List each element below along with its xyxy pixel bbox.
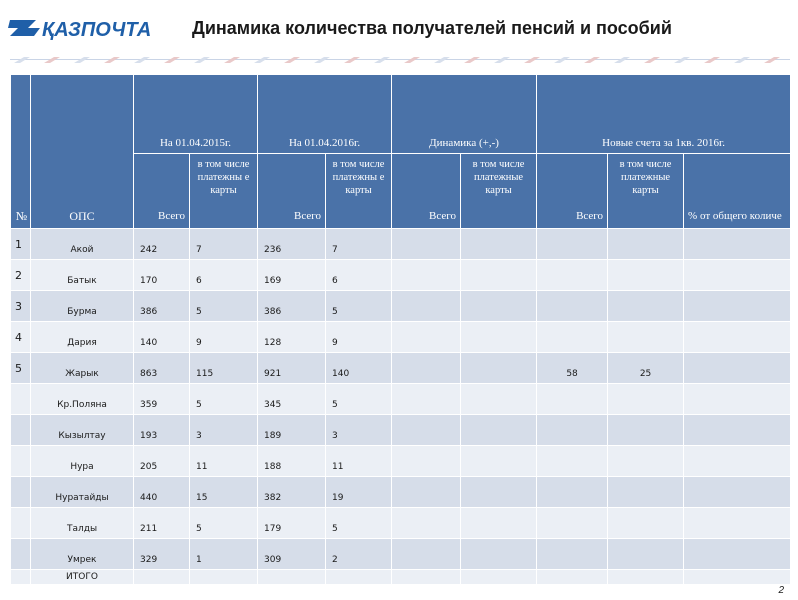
cell-cards-new: [608, 291, 684, 322]
cell-total-2015: 211: [134, 508, 190, 539]
cell-cards-dynamics: [461, 446, 537, 477]
table-row: [11, 415, 791, 446]
cell-cards-dynamics: [461, 415, 537, 446]
cell-cards-2016: 6: [326, 260, 392, 291]
logo-text: ҚАЗПОЧТА: [42, 19, 152, 41]
cell-cards-2016: 5: [326, 291, 392, 322]
cell-ops: Жарык: [31, 353, 134, 384]
envelope-stripe: [10, 54, 790, 66]
cell-cards-2016: 19: [326, 477, 392, 508]
subheader-total-2016: Всего: [258, 154, 326, 229]
page-number: 2: [778, 585, 784, 596]
table-row: [11, 229, 791, 260]
cell-total-new: [537, 260, 608, 291]
cell-total-dynamics: [392, 353, 461, 384]
subheader-cards-2016: в том числе платежны е карты: [326, 154, 392, 229]
cell-ops: Талды: [31, 508, 134, 539]
cell-total-new: [537, 291, 608, 322]
cell-total-dynamics: [392, 570, 461, 585]
subheader-total-dynamics: Всего: [392, 154, 461, 229]
cell-cards-2015: 9: [190, 322, 258, 353]
cell-total-dynamics: [392, 477, 461, 508]
cell-total-2016: 345: [258, 384, 326, 415]
cell-total-2015: 386: [134, 291, 190, 322]
table-row: [11, 539, 791, 570]
cell-total-dynamics: [392, 446, 461, 477]
cell-percent-new: [684, 415, 790, 446]
cell-cards-new: [608, 446, 684, 477]
cell-cards-2015: [190, 570, 258, 585]
cell-cards-new: 25: [608, 353, 684, 384]
cell-percent-new: [684, 539, 790, 570]
col-header-2015: На 01.04.2015г.: [134, 75, 258, 154]
cell-number: 5: [11, 353, 31, 384]
subheader-cards-2015: в том числе платежны е карты: [190, 154, 258, 229]
cell-total-new: 58: [537, 353, 608, 384]
cell-total-2015: 329: [134, 539, 190, 570]
cell-ops: ИТОГО: [31, 570, 134, 585]
cell-cards-new: [608, 539, 684, 570]
cell-total-2016: 386: [258, 291, 326, 322]
cell-cards-2015: 115: [190, 353, 258, 384]
cell-ops: Дария: [31, 322, 134, 353]
cell-cards-2015: 6: [190, 260, 258, 291]
cell-total-new: [537, 539, 608, 570]
cell-total-dynamics: [392, 384, 461, 415]
cell-total-dynamics: [392, 322, 461, 353]
cell-cards-2015: 1: [190, 539, 258, 570]
cell-ops: Акой: [31, 229, 134, 260]
cell-cards-2016: 5: [326, 384, 392, 415]
cell-ops: Бурма: [31, 291, 134, 322]
cell-cards-dynamics: [461, 384, 537, 415]
cell-total-new: [537, 384, 608, 415]
cell-total-2015: [134, 570, 190, 585]
cell-number: [11, 477, 31, 508]
cell-percent-new: [684, 570, 790, 585]
cell-total-dynamics: [392, 415, 461, 446]
cell-ops: Батык: [31, 260, 134, 291]
cell-cards-2015: 7: [190, 229, 258, 260]
cell-ops: Нуратайды: [31, 477, 134, 508]
cell-ops: Нура: [31, 446, 134, 477]
cell-cards-2016: 9: [326, 322, 392, 353]
cell-cards-dynamics: [461, 570, 537, 585]
cell-cards-new: [608, 322, 684, 353]
cell-cards-new: [608, 508, 684, 539]
cell-total-2016: 188: [258, 446, 326, 477]
cell-total-dynamics: [392, 260, 461, 291]
data-table-wrapper: [10, 74, 790, 584]
cell-total-2016: [258, 570, 326, 585]
cell-total-2016: 179: [258, 508, 326, 539]
cell-percent-new: [684, 477, 790, 508]
kazpost-logo: [6, 8, 186, 48]
cell-cards-2016: 11: [326, 446, 392, 477]
cell-total-2016: 128: [258, 322, 326, 353]
cell-total-dynamics: [392, 508, 461, 539]
col-header-2016: На 01.04.2016г.: [258, 75, 392, 154]
cell-number: [11, 508, 31, 539]
cell-total-2015: 140: [134, 322, 190, 353]
cell-total-2015: 359: [134, 384, 190, 415]
cell-cards-2015: 5: [190, 291, 258, 322]
cell-total-2016: 189: [258, 415, 326, 446]
cell-percent-new: [684, 291, 790, 322]
cell-percent-new: [684, 446, 790, 477]
subheader-total-2015: Всего: [134, 154, 190, 229]
cell-cards-dynamics: [461, 508, 537, 539]
table-row: [11, 570, 791, 585]
cell-cards-2016: 140: [326, 353, 392, 384]
cell-ops: Умрек: [31, 539, 134, 570]
cell-total-2015: 863: [134, 353, 190, 384]
cell-cards-2016: 2: [326, 539, 392, 570]
cell-cards-2015: 11: [190, 446, 258, 477]
col-header-number: №: [11, 75, 31, 229]
cell-cards-2016: 3: [326, 415, 392, 446]
cell-ops: Кр.Поляна: [31, 384, 134, 415]
table-row: [11, 477, 791, 508]
cell-total-2015: 205: [134, 446, 190, 477]
cell-cards-dynamics: [461, 477, 537, 508]
cell-number: [11, 446, 31, 477]
cell-total-dynamics: [392, 539, 461, 570]
cell-total-2015: 193: [134, 415, 190, 446]
cell-number: [11, 570, 31, 585]
cell-cards-dynamics: [461, 539, 537, 570]
cell-number: [11, 539, 31, 570]
cell-number: [11, 415, 31, 446]
cell-percent-new: [684, 508, 790, 539]
subheader-cards-dynamics: в том числе платежные карты: [461, 154, 537, 229]
cell-total-dynamics: [392, 229, 461, 260]
table-row: [11, 384, 791, 415]
cell-cards-2016: 5: [326, 508, 392, 539]
table-row: [11, 291, 791, 322]
cell-cards-2015: 3: [190, 415, 258, 446]
cell-number: [11, 384, 31, 415]
cell-cards-new: [608, 415, 684, 446]
cell-cards-dynamics: [461, 291, 537, 322]
cell-cards-dynamics: [461, 322, 537, 353]
cell-cards-new: [608, 384, 684, 415]
page-title: Динамика количества получателей пенсий и пособий: [192, 18, 672, 38]
cell-cards-new: [608, 229, 684, 260]
cell-total-2016: 309: [258, 539, 326, 570]
cell-total-2016: 921: [258, 353, 326, 384]
cell-cards-2015: 5: [190, 384, 258, 415]
subheader-percent-new: % от общего количе: [684, 154, 790, 229]
kazpost-logo-mark: [6, 8, 186, 48]
table-row: [11, 322, 791, 353]
subheader-total-new: Всего: [537, 154, 608, 229]
subheader-cards-new: в том числе платежные карты: [608, 154, 684, 229]
cell-cards-new: [608, 477, 684, 508]
cell-cards-dynamics: [461, 229, 537, 260]
cell-cards-dynamics: [461, 353, 537, 384]
cell-total-new: [537, 415, 608, 446]
cell-total-new: [537, 446, 608, 477]
table-row: [11, 353, 791, 384]
col-header-ops: ОПС: [31, 75, 134, 229]
cell-total-dynamics: [392, 291, 461, 322]
cell-total-2015: 170: [134, 260, 190, 291]
table-row: [11, 260, 791, 291]
table-row: [11, 508, 791, 539]
cell-cards-new: [608, 260, 684, 291]
cell-number: 2: [11, 260, 31, 291]
cell-total-2015: 440: [134, 477, 190, 508]
recipients-table: [10, 74, 790, 584]
cell-total-new: [537, 477, 608, 508]
cell-percent-new: [684, 384, 790, 415]
cell-percent-new: [684, 322, 790, 353]
cell-total-2016: 236: [258, 229, 326, 260]
table-row: [11, 446, 791, 477]
cell-cards-2016: [326, 570, 392, 585]
cell-cards-2016: 7: [326, 229, 392, 260]
col-header-dynamics: Динамика (+,-): [392, 75, 537, 154]
cell-ops: Кызылтау: [31, 415, 134, 446]
cell-cards-2015: 15: [190, 477, 258, 508]
cell-total-2016: 169: [258, 260, 326, 291]
cell-cards-dynamics: [461, 260, 537, 291]
cell-percent-new: [684, 260, 790, 291]
cell-total-new: [537, 570, 608, 585]
cell-total-new: [537, 322, 608, 353]
cell-total-new: [537, 229, 608, 260]
cell-cards-new: [608, 570, 684, 585]
cell-number: 3: [11, 291, 31, 322]
cell-total-new: [537, 508, 608, 539]
cell-cards-2015: 5: [190, 508, 258, 539]
col-header-new-accounts: Новые счета за 1кв. 2016г.: [537, 75, 790, 154]
cell-percent-new: [684, 229, 790, 260]
cell-total-2015: 242: [134, 229, 190, 260]
cell-percent-new: [684, 353, 790, 384]
cell-total-2016: 382: [258, 477, 326, 508]
cell-number: 4: [11, 322, 31, 353]
cell-number: 1: [11, 229, 31, 260]
